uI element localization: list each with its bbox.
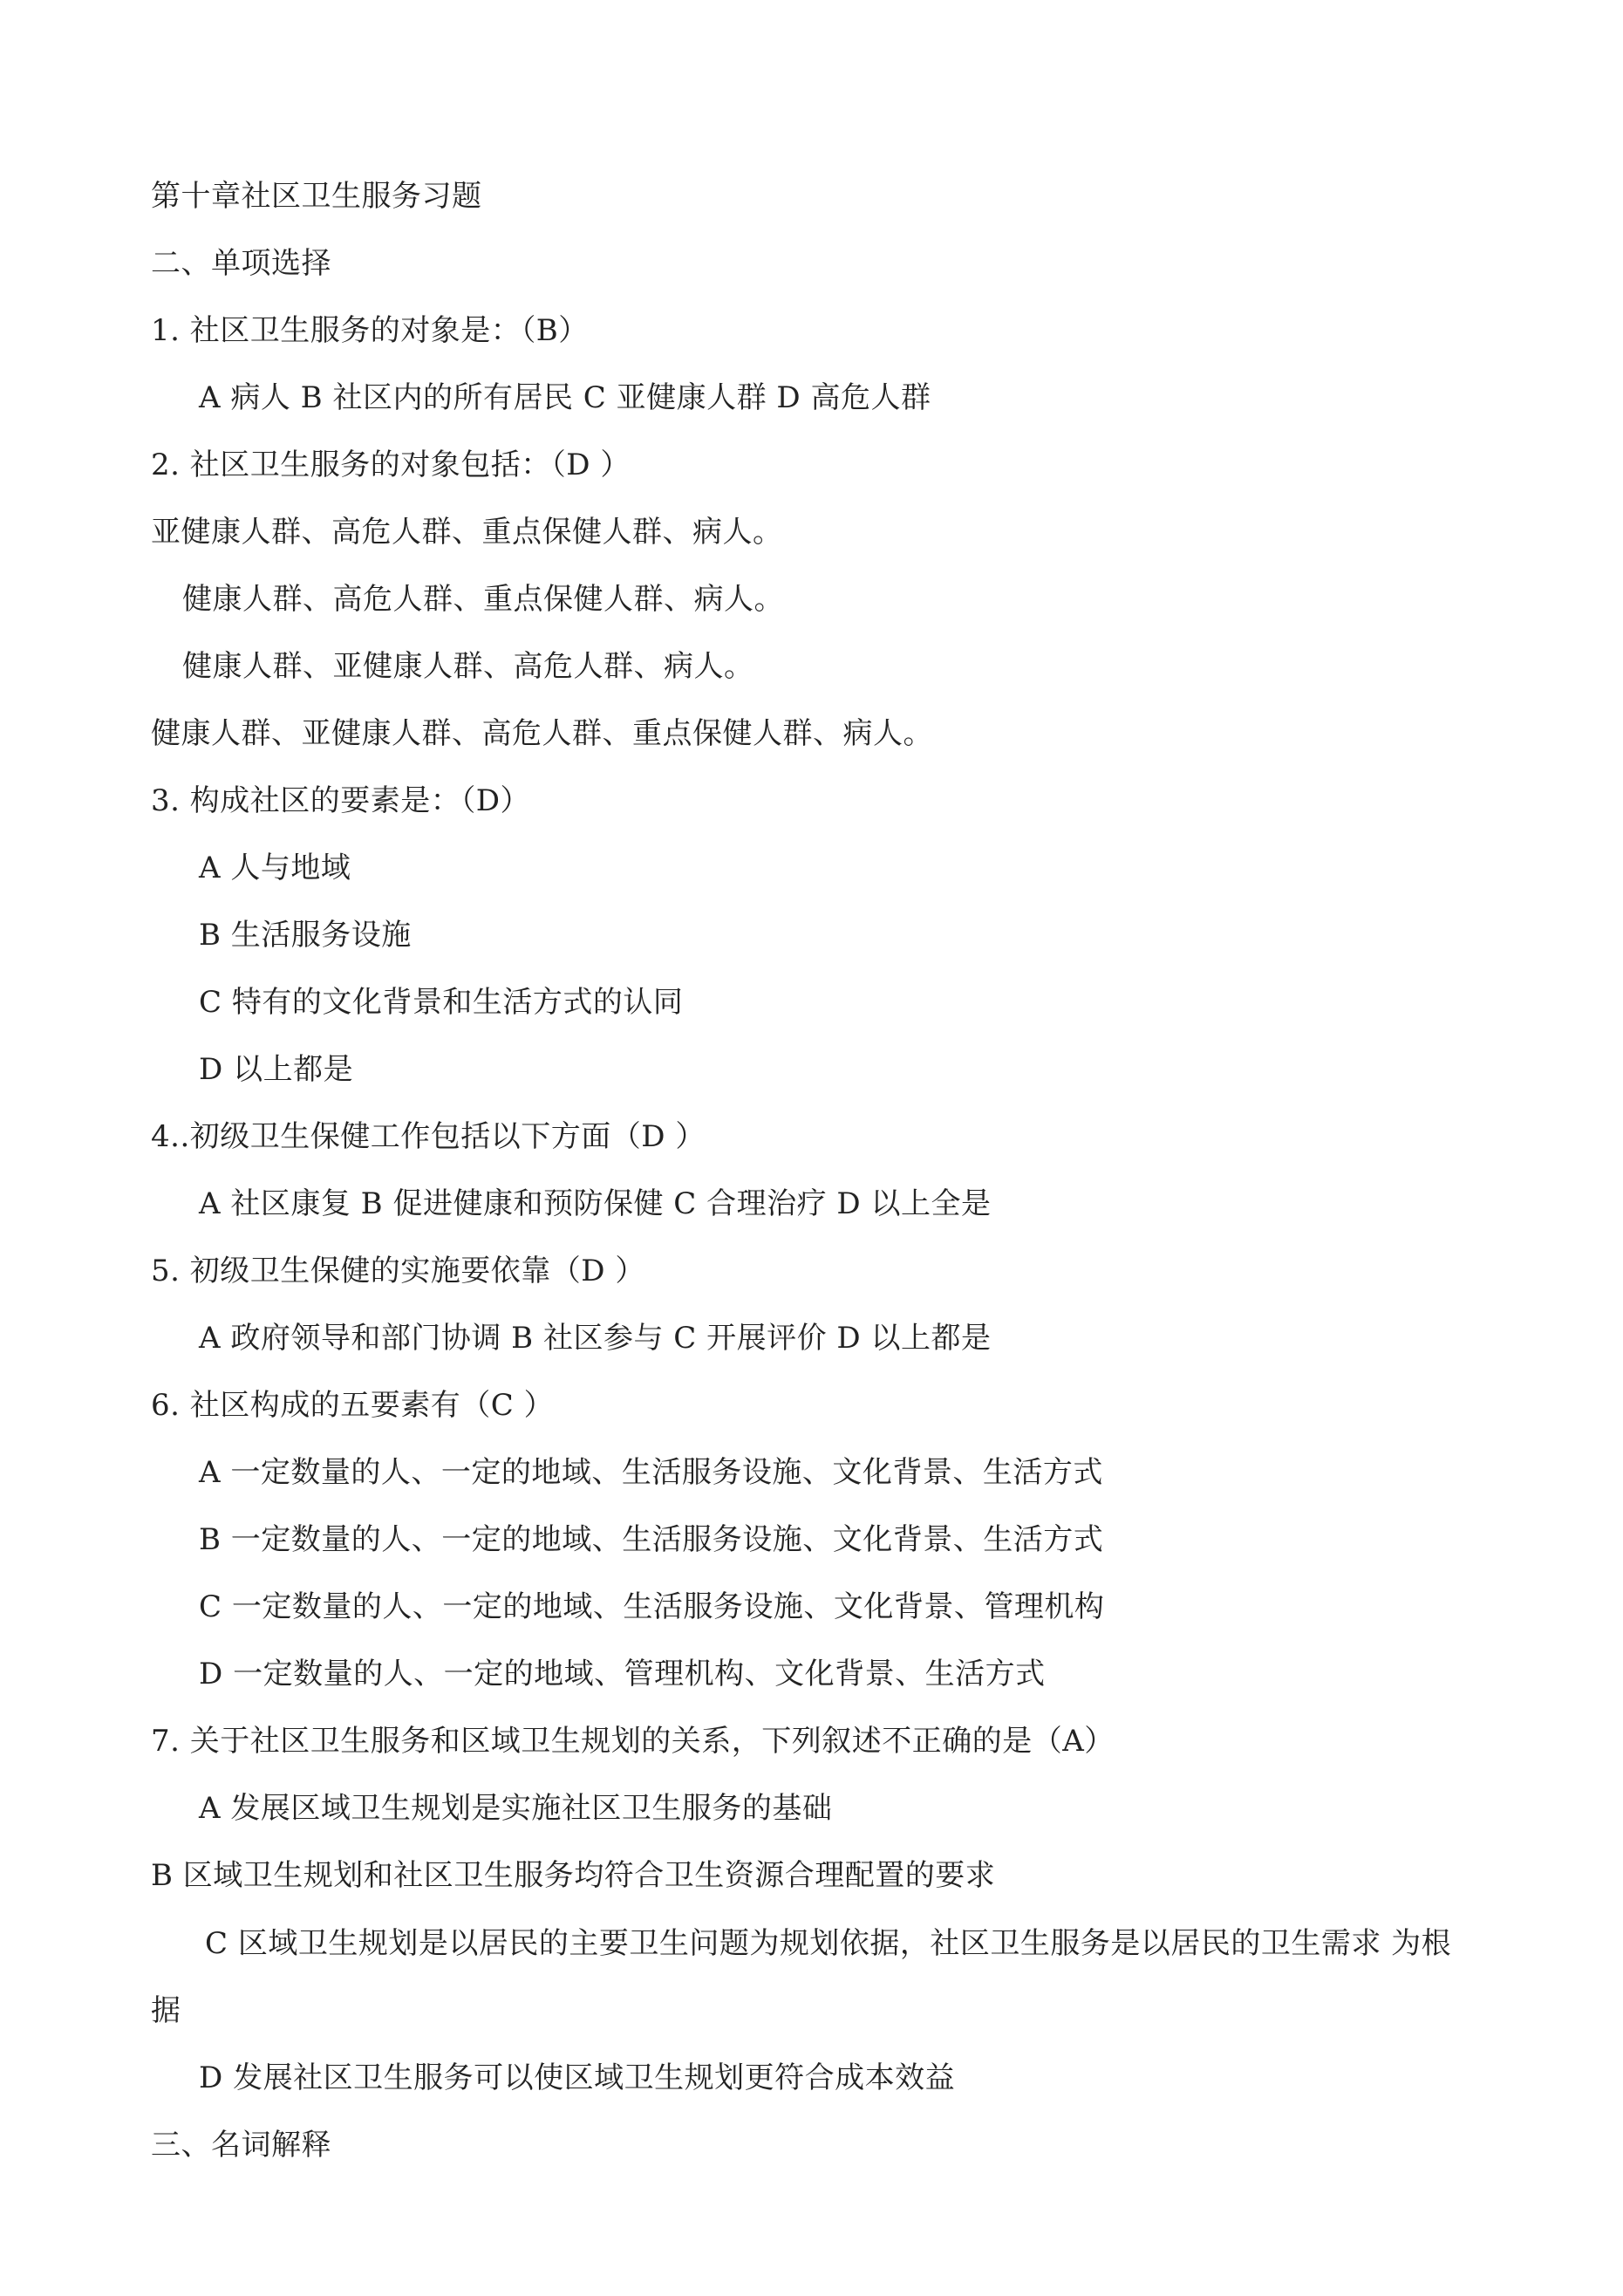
document-title: 第十章社区卫生服务习题 bbox=[151, 179, 482, 214]
question-option: C 区域卫生规划是以居民的主要卫生问题为规划依据，社区卫生服务是以居民的卫生需求 为根 bbox=[205, 1926, 1452, 1961]
question-stem: 6. 社区构成的五要素有（C ） bbox=[151, 1388, 555, 1423]
question-option: C 一定数量的人、一定的地域、生活服务设施、文化背景、管理机构 bbox=[199, 1589, 1105, 1624]
question-option: B 生活服务设施 bbox=[199, 918, 412, 953]
question-option: B 一定数量的人、一定的地域、生活服务设施、文化背景、生活方式 bbox=[199, 1522, 1104, 1557]
question-option: 亚健康人群、高危人群、重点保健人群、病人。 bbox=[151, 515, 783, 550]
question-option: A 人与地域 bbox=[199, 851, 351, 885]
section-heading-terms: 三、名词解释 bbox=[151, 2128, 331, 2163]
question-option: 健康人群、亚健康人群、高危人群、重点保健人群、病人。 bbox=[151, 716, 933, 751]
question-option: A 社区康复 B 促进健康和预防保健 C 合理治疗 D 以上全是 bbox=[199, 1186, 992, 1221]
question-option: D 一定数量的人、一定的地域、管理机构、文化背景、生活方式 bbox=[199, 1657, 1046, 1691]
question-stem: 5. 初级卫生保健的实施要依靠（D ） bbox=[151, 1254, 645, 1288]
question-option: 健康人群、亚健康人群、高危人群、病人。 bbox=[182, 649, 754, 684]
question-option: 健康人群、高危人群、重点保健人群、病人。 bbox=[182, 582, 784, 617]
question-option: D 发展社区卫生服务可以使区域卫生规划更符合成本效益 bbox=[199, 2060, 956, 2095]
question-option: A 发展区域卫生规划是实施社区卫生服务的基础 bbox=[199, 1791, 833, 1826]
question-option: B 区域卫生规划和社区卫生服务均符合卫生资源合理配置的要求 bbox=[151, 1858, 996, 1893]
question-stem: 3. 构成社区的要素是：（D） bbox=[151, 783, 531, 818]
question-stem: 2. 社区卫生服务的对象包括：（D ） bbox=[151, 448, 631, 482]
question-stem: 1. 社区卫生服务的对象是：（B） bbox=[151, 313, 589, 348]
question-option: D 以上都是 bbox=[199, 1052, 354, 1087]
question-option: A 政府领导和部门协调 B 社区参与 C 开展评价 D 以上都是 bbox=[199, 1321, 992, 1356]
question-option-continuation: 据 bbox=[151, 1993, 181, 2028]
section-heading-single-choice: 二、单项选择 bbox=[151, 246, 331, 281]
question-option: A 病人 B 社区内的所有居民 C 亚健康人群 D 高危人群 bbox=[199, 380, 931, 415]
question-stem: 7. 关于社区卫生服务和区域卫生规划的关系，下列叙述不正确的是（A） bbox=[151, 1724, 1115, 1759]
question-option: A 一定数量的人、一定的地域、生活服务设施、文化背景、生活方式 bbox=[199, 1455, 1103, 1490]
question-option: C 特有的文化背景和生活方式的认同 bbox=[199, 985, 684, 1020]
question-stem: 4..初级卫生保健工作包括以下方面（D ） bbox=[151, 1119, 706, 1154]
